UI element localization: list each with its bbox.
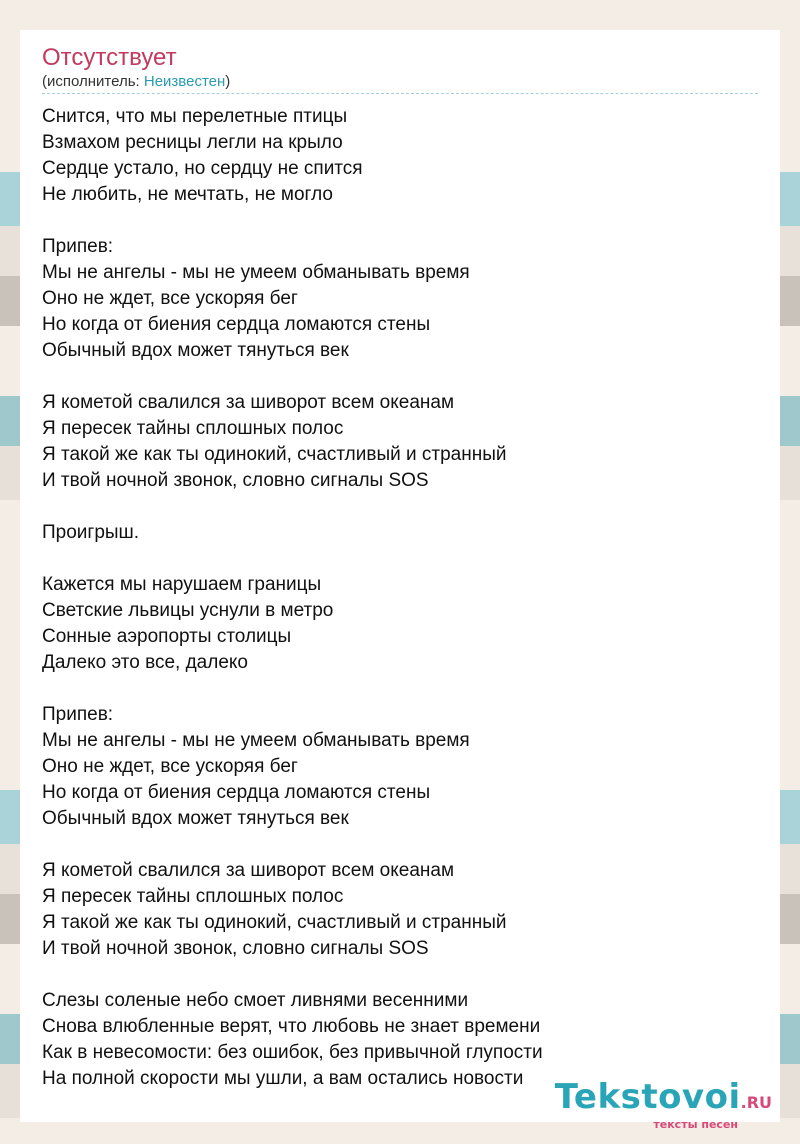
title-divider <box>42 93 758 94</box>
logo-name: Tekstovoi <box>554 1077 741 1117</box>
logo-tagline: тексты песен <box>653 1118 738 1131</box>
logo-tld: .RU <box>740 1093 772 1112</box>
song-title: Отсутствует <box>42 44 177 71</box>
site-logo[interactable] <box>554 1077 772 1131</box>
artist-line <box>42 73 230 91</box>
logo-wordmark <box>554 1077 772 1120</box>
artist-prefix: (исполнитель: <box>42 73 144 90</box>
artist-suffix: ) <box>225 73 231 90</box>
lyrics-text: Снится, что мы перелетные птицы Взмахом ресницы легли на крыло Сердце устало, но сердцу не спится Не любить, не мечтать, не могло Припев: Мы не ангелы - мы не умеем обманывать время Оно не ждет, все ускоряя бег Но когда от биения сердца ломаются стены Обычный вдох может тянуться век Я кометой свалился за шиворот всем океанам Я пересек тайны сплошных полос Я такой же как ты одинокий, счастливый и странный И твой ночной звонок, словно сигналы SOS Проигрыш. Кажется мы нарушаем границы Светские львицы уснули в метро Сонные аэропорты столицы Далеко это все, далеко Припев: Мы не ангелы - мы не умеем обманывать время Оно не ждет, все ускоряя бег Но когда от биения сердца ломаются стены Обычный вдох может тянуться век Я кометой свалился за шиворот всем океанам Я пересек тайны сплошных полос Я такой же как ты одинокий, счастливый и странный И твой ночной звонок, словно сигналы SOS Слезы соленые небо смоет ливнями весенними Снова влюбленные верят, что любовь не знает времени Как в невесомости: без ошибок, без привычной глупости На полной скорости мы ушли, а вам остались новости <box>42 106 543 1089</box>
artist-name[interactable]: Неизвестен <box>143 73 226 90</box>
